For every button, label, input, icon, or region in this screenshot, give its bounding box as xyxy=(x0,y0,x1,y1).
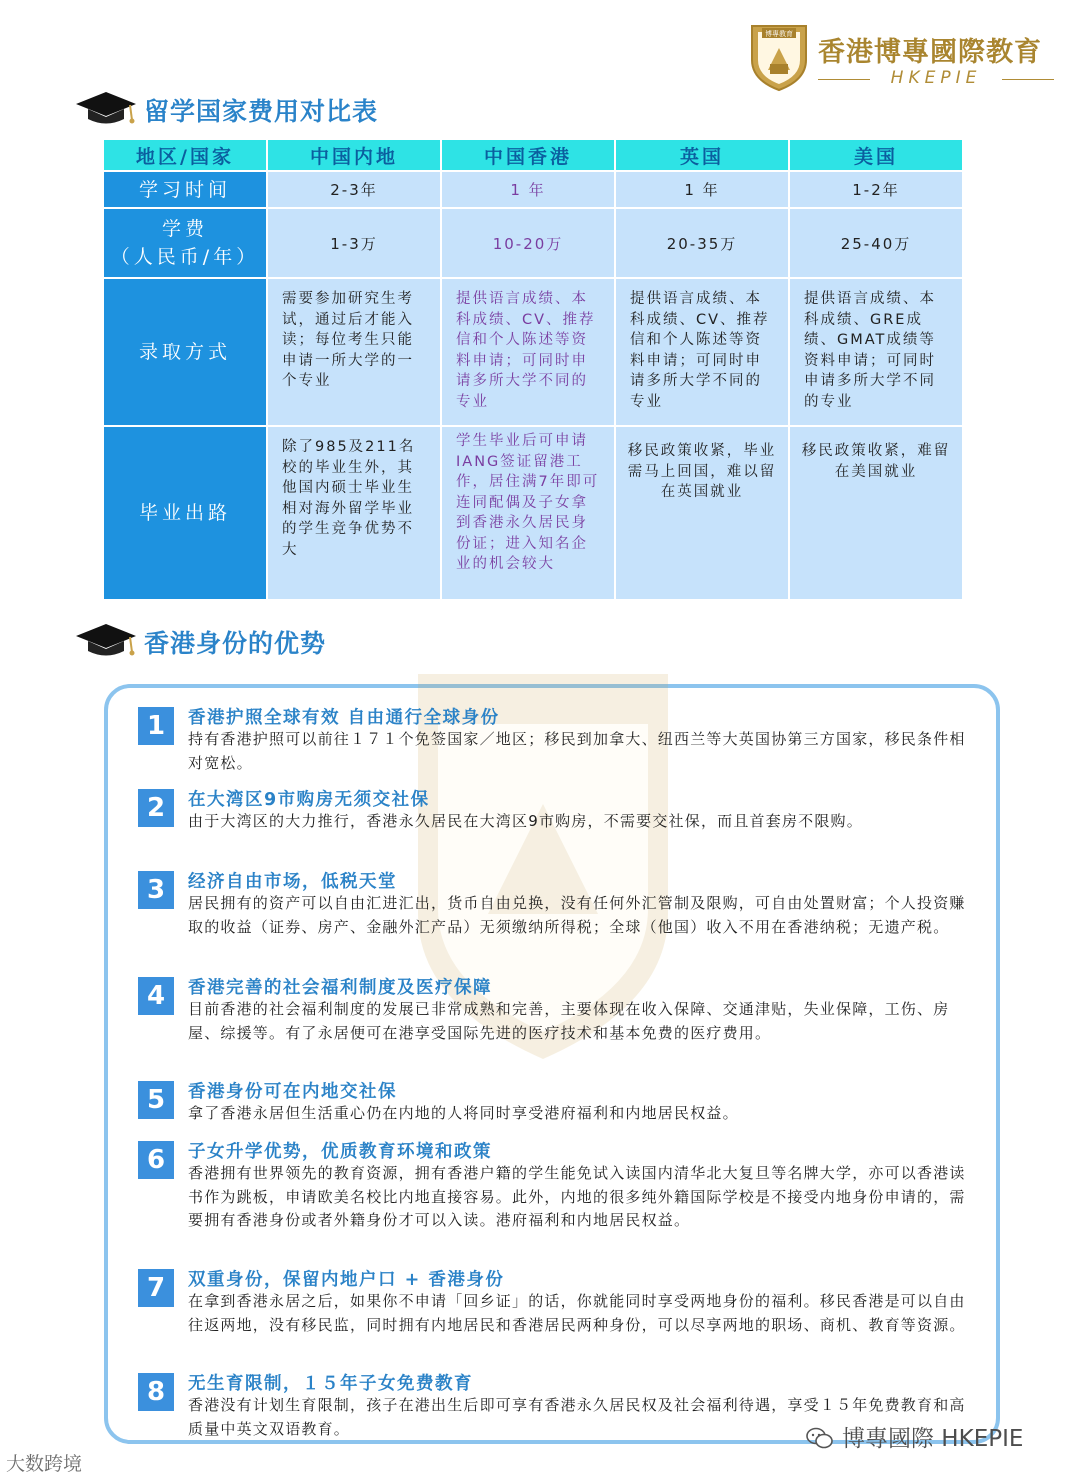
table-cell: 提供语言成绩、本科成绩、CV、推荐信和个人陈述等资料申请；可同时申请多所大学不同的专业 xyxy=(442,279,616,427)
item-number: 7 xyxy=(138,1269,174,1307)
table-cell: 1 年 xyxy=(442,172,616,209)
item-body: 由于大湾区的大力推行，香港永久居民在大湾区9市购房，不需要交社保，而且首套房不限购。 xyxy=(188,812,863,830)
brand-rule-right xyxy=(1002,79,1054,80)
table-cell: 除了985及211名校的毕业生外，其他国内硕士毕业生相对海外留学毕业的学生竞争优势不大 xyxy=(268,427,442,601)
table-cell: 提供语言成绩、本科成绩、GRE成绩、GMAT成绩等资料申请；可同时申请多所大学不同的专业 xyxy=(790,279,964,427)
table-cell: 10-20万 xyxy=(442,209,616,279)
item-body: 居民拥有的资产可以自由汇进汇出，货币自由兑换，没有任何外汇管制及限购，可自由处置财富；个人投资赚取的收益（证券、房产、金融外汇产品）无须缴纳所得税；全球（他国）收入不用在香港纳税；无遗产税。 xyxy=(188,894,966,936)
item-title: 在大湾区9市购房无须交社保 xyxy=(188,790,430,810)
table-cell: 1 年 xyxy=(616,172,790,209)
section-title: 香港身份的优势 xyxy=(144,629,327,658)
table-header: 中国内地 xyxy=(268,140,442,172)
row-label: 学习时间 xyxy=(104,172,268,209)
item-body: 拿了香港永居但生活重心仍在内地的人将同时享受港府福利和内地居民权益。 xyxy=(188,1104,739,1122)
shield-logo-icon xyxy=(748,20,810,92)
item-number: 8 xyxy=(138,1373,174,1411)
section-heading-cost xyxy=(74,88,474,128)
table-cell: 25-40万 xyxy=(790,209,964,279)
footer-account xyxy=(806,1420,1023,1453)
graduation-cap-icon xyxy=(74,620,136,660)
svg-text:博專教育: 博專教育 xyxy=(765,30,793,38)
item-number: 3 xyxy=(138,871,174,909)
table-cell: 移民政策收紧，难留在美国就业 xyxy=(790,427,964,601)
item-title: 香港完善的社会福利制度及医疗保障 xyxy=(188,978,492,998)
table-header: 中国香港 xyxy=(442,140,616,172)
item-number: 5 xyxy=(138,1081,174,1119)
section-heading-advantages xyxy=(74,620,434,660)
item-title: 子女升学优势，优质教育环境和政策 xyxy=(188,1142,492,1162)
item-number: 2 xyxy=(138,789,174,827)
footer-source-label: 大数跨境 xyxy=(6,1453,83,1475)
row-label: 录取方式 xyxy=(104,279,268,427)
item-title: 双重身份，保留内地户口 + 香港身份 xyxy=(188,1270,505,1290)
table-header: 地区/国家 xyxy=(104,140,268,172)
brand-latin xyxy=(818,68,1054,88)
table-header: 英国 xyxy=(616,140,790,172)
table-cell: 1-3万 xyxy=(268,209,442,279)
table-cell: 移民政策收紧，毕业需马上回国，难以留在英国就业 xyxy=(616,427,790,601)
footer-account-name: 博專國際 HKEPIE xyxy=(842,1426,1024,1452)
item-title: 香港身份可在内地交社保 xyxy=(188,1082,397,1102)
row-label: 学费 （人民币/年） xyxy=(104,209,268,279)
item-title: 香港护照全球有效 自由通行全球身份 xyxy=(188,708,500,728)
table-header: 美国 xyxy=(790,140,964,172)
item-body: 在拿到香港永居之后，如果你不申请「回乡证」的话，你就能同时享受两地身份的福利。移民香港是可以自由往返两地，没有移民监，同时拥有内地居民和香港居民两种身份，可以尽享两地的职场、商机、教育等资源。 xyxy=(188,1292,966,1334)
item-body: 目前香港的社会福利制度的发展已非常成熟和完善，主要体现在收入保障、交通津贴，失业保障，工伤、房屋、综援等。有了永居便可在港享受国际先进的医疗技术和基本免费的医疗费用。 xyxy=(188,1000,950,1042)
table-cell: 1-2年 xyxy=(790,172,964,209)
wechat-icon xyxy=(806,1427,834,1449)
row-label: 毕业出路 xyxy=(104,427,268,601)
table-cell: 需要参加研究生考试，通过后才能入读；每位考生只能申请一所大学的一个专业 xyxy=(268,279,442,427)
brand-rule-left xyxy=(818,79,870,80)
table-cell: 学生毕业后可申请IANG签证留港工作，居住满7年即可连同配偶及子女拿到香港永久居民身份证；进入知名企业的机会较大 xyxy=(442,427,616,601)
item-title: 经济自由市场，低税天堂 xyxy=(188,872,397,892)
advantages-panel xyxy=(104,684,1000,1444)
item-title: 无生育限制，１５年子女免费教育 xyxy=(188,1374,473,1394)
graduation-cap-icon xyxy=(74,88,136,128)
brand-latin-text: HKEPIE xyxy=(890,68,982,88)
item-body: 香港没有计划生育限制，孩子在港出生后即可享有香港永久居民权及社会福利待遇，享受１５年免费教育和高质量中英文双语教育。 xyxy=(188,1396,966,1438)
table-cell: 2-3年 xyxy=(268,172,442,209)
comparison-table xyxy=(104,140,964,601)
item-number: 6 xyxy=(138,1141,174,1179)
table-cell: 提供语言成绩、本科成绩、CV、推荐信和个人陈述等资料申请；可同时申请多所大学不同的专业 xyxy=(616,279,790,427)
item-number: 4 xyxy=(138,977,174,1015)
item-body: 香港拥有世界领先的教育资源，拥有香港户籍的学生能免试入读国内清华北大复旦等名牌大学，亦可以香港读书作为跳板，申请欧美名校比内地直接容易。此外，内地的很多纯外籍国际学校是不接受内地身份申请的，需要拥有香港身份或者外籍身份才可以入读。港府福利和内地居民权益。 xyxy=(188,1164,966,1229)
brand-name: 香港博專國際教育 xyxy=(818,37,1042,68)
table-cell: 20-35万 xyxy=(616,209,790,279)
item-body: 持有香港护照可以前往１７１个免签国家／地区；移民到加拿大、纽西兰等大英国协第三方国家，移民条件相对宽松。 xyxy=(188,730,966,772)
brand-logo xyxy=(748,18,1068,98)
section-title: 留学国家费用对比表 xyxy=(144,97,379,126)
item-number: 1 xyxy=(138,707,174,745)
